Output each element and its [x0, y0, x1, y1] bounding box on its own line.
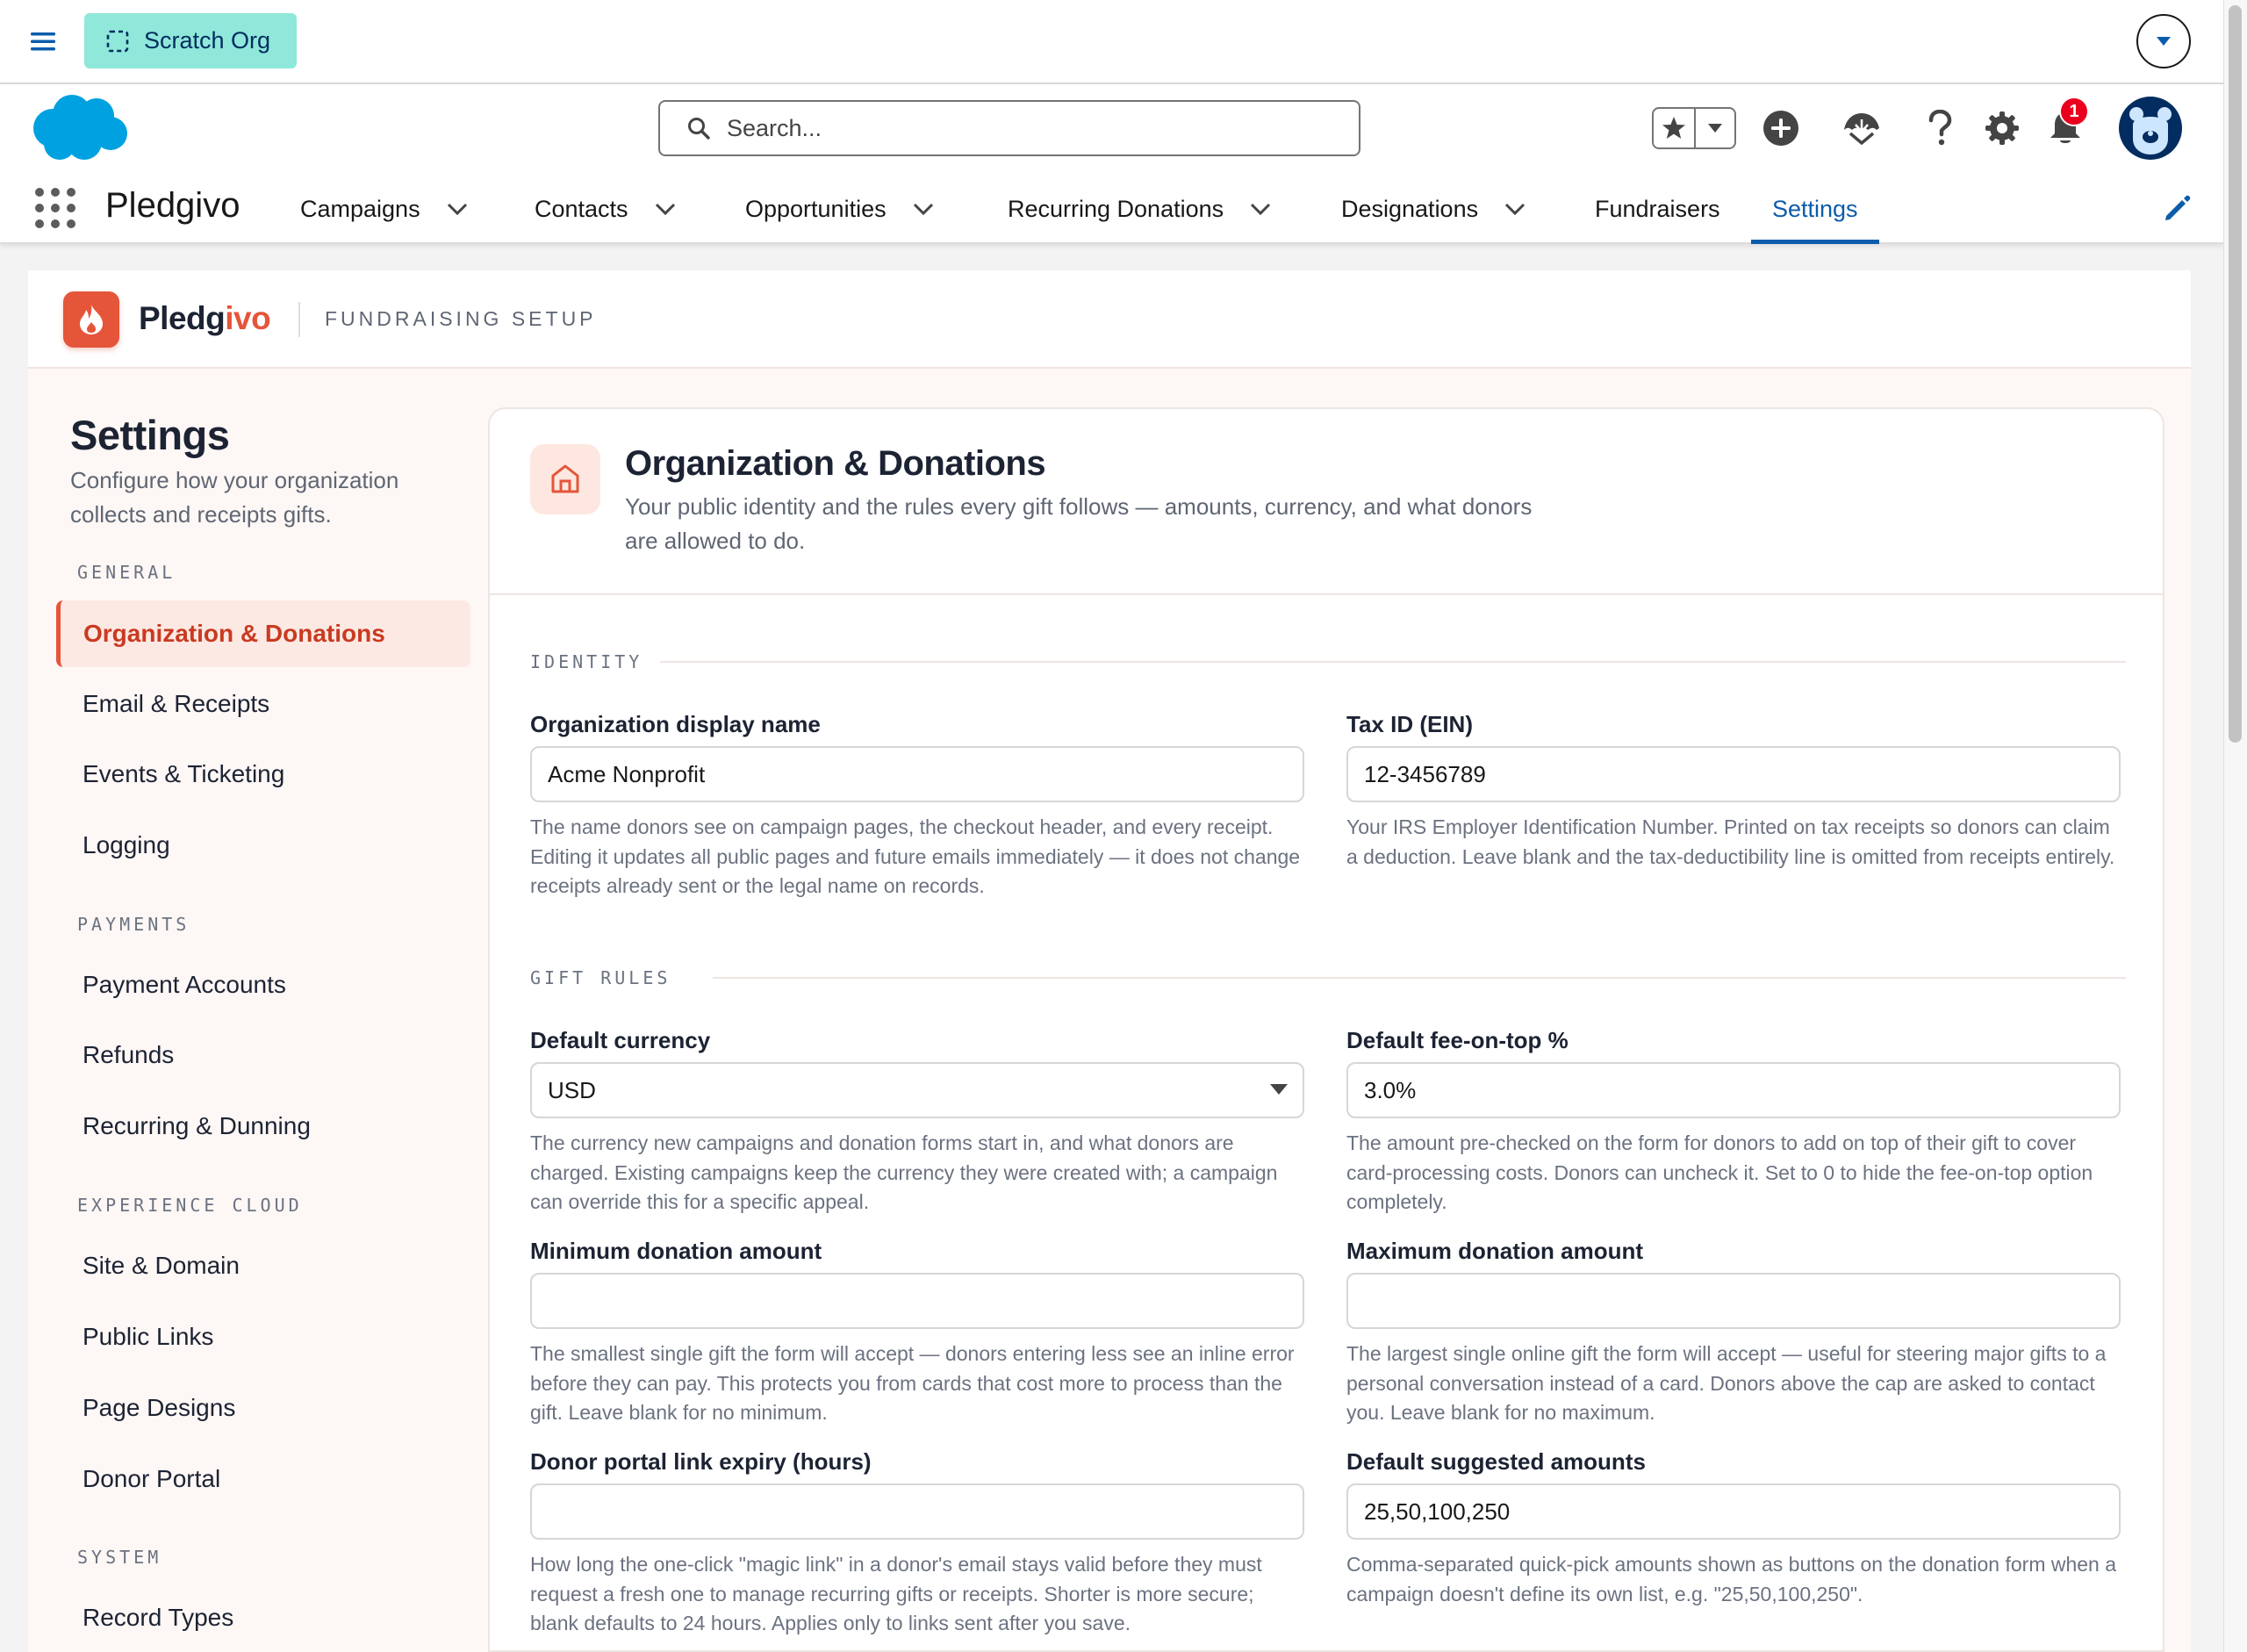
org-display-name-help: The name donors see on campaign pages, the checkout header, and every receipt. Editing it updates all public pages and future emails immediately — it does not change receipts already sent or the legal name on records.: [530, 815, 1301, 897]
nav-tab-fundraisers[interactable]: [1595, 174, 1720, 244]
pledgivo-flame-logo: [63, 291, 119, 348]
sidebar-item-donor-portal[interactable]: Donor Portal: [83, 1465, 221, 1492]
fee-on-top-label: Default fee-on-top %: [1346, 1027, 1569, 1053]
edit-nav-pencil-icon[interactable]: [2161, 193, 2193, 225]
nav-tab-label: Opportunities: [745, 195, 887, 222]
chevron-down-icon[interactable]: [906, 191, 941, 226]
brand-name-part2: ivo: [225, 300, 271, 336]
sidebar-item-refunds[interactable]: Refunds: [83, 1041, 175, 1068]
sidebar-item-site-domain[interactable]: Site & Domain: [83, 1252, 240, 1279]
sidebar-group-general: GENERAL: [77, 562, 176, 583]
global-actions-icon[interactable]: [1758, 105, 1804, 151]
favorites-control[interactable]: [1652, 107, 1736, 149]
portal-link-expiry-input[interactable]: [530, 1483, 1304, 1540]
org-display-name-label: Organization display name: [530, 711, 821, 737]
search-placeholder: Search...: [727, 114, 822, 141]
favorites-star-icon[interactable]: [1654, 109, 1694, 147]
section-divider: [713, 977, 2126, 979]
app-navigation-bar: [0, 174, 2223, 244]
default-currency-select[interactable]: [530, 1062, 1304, 1118]
default-currency-value: USD: [548, 1076, 596, 1103]
portal-link-expiry-help: How long the one-click "magic link" in a donor's email stays valid before they must request a fresh one to manage recurring gifts or receipts. Shorter is more secure; blank defaults to 24 hours. Applies only to links sent after you save.: [530, 1553, 1262, 1634]
scratch-org-button[interactable]: [84, 13, 297, 68]
sidebar-subtitle: Configure how your organization collects and receipts gifts.: [70, 467, 399, 528]
scratch-org-label: Scratch Org: [144, 27, 271, 54]
suggested-amounts-input[interactable]: 25,50,100,250: [1346, 1483, 2121, 1540]
settings-panel: [488, 407, 2164, 1652]
default-currency-help: The currency new campaigns and donation forms start in, and what donors are charged. Existing campaigns keep the currency they were created with; a campaign can override this for a specific appeal.: [530, 1131, 1278, 1213]
nav-tab-campaigns[interactable]: [300, 174, 475, 244]
notification-count-badge: 1: [2059, 97, 2089, 126]
org-display-name-input[interactable]: Acme Nonprofit: [530, 746, 1304, 802]
sidebar-item-events-ticketing[interactable]: Events & Ticketing: [83, 760, 285, 787]
sidebar-group-experience-cloud: EXPERIENCE CLOUD: [77, 1195, 303, 1216]
search-icon: [686, 116, 711, 140]
tax-id-input[interactable]: 12-3456789: [1346, 746, 2121, 802]
sidebar-group-system: SYSTEM: [77, 1547, 162, 1568]
sidebar-item-email-receipts[interactable]: Email & Receipts: [83, 690, 270, 717]
nav-tab-label: Settings: [1772, 195, 1858, 222]
salesforce-logo[interactable]: [26, 91, 130, 165]
tax-id-label: Tax ID (EIN): [1346, 711, 1473, 737]
sidebar-item-recurring-dunning[interactable]: Recurring & Dunning: [83, 1112, 311, 1139]
app-name: Pledgivo: [105, 186, 240, 225]
sidebar-item-public-links[interactable]: Public Links: [83, 1323, 214, 1350]
default-currency-label: Default currency: [530, 1027, 711, 1053]
section-divider: [660, 661, 2126, 663]
brand-subtitle: FUNDRAISING SETUP: [325, 307, 597, 330]
panel-header: [490, 409, 2164, 595]
top-bar: [0, 0, 2223, 84]
global-header: [0, 84, 2223, 174]
favorites-menu-icon[interactable]: [1694, 109, 1734, 147]
sidebar-title: Settings: [70, 412, 230, 458]
suggested-amounts-label: Default suggested amounts: [1346, 1448, 1646, 1475]
section-label-identity: IDENTITY: [530, 651, 643, 672]
sidebar-item-page-designs[interactable]: Page Designs: [83, 1394, 236, 1421]
min-donation-help: The smallest single gift the form will accept — donors entering less see an inline error before they can pay. This protects you from cards that cost more to process than the gift. Leave blank for no minimum.: [530, 1342, 1295, 1424]
storefront-icon: [530, 444, 600, 514]
nav-tab-label: Contacts: [535, 195, 628, 222]
page-scrollbar-thumb[interactable]: [2229, 5, 2242, 743]
section-label-gift-rules: GIFT RULES: [530, 967, 671, 988]
nav-tab-settings[interactable]: [1772, 174, 1858, 244]
help-icon[interactable]: [1917, 105, 1963, 151]
sidebar-item-organization-donations[interactable]: Organization & Donations: [56, 600, 470, 667]
max-donation-label: Maximum donation amount: [1346, 1238, 1643, 1264]
suggested-amounts-help: Comma-separated quick-pick amounts shown as buttons on the donation form when a campaign doesn't define its own list, e.g. "25,50,100,250".: [1346, 1553, 2117, 1605]
nav-tab-label: Designations: [1341, 195, 1479, 222]
portal-link-expiry-label: Donor portal link expiry (hours): [530, 1448, 872, 1475]
nav-tab-opportunities[interactable]: [745, 174, 941, 244]
brand-divider: [298, 302, 300, 337]
panel-title: Organization & Donations: [625, 444, 1046, 483]
tax-id-help: Your IRS Employer Identification Number. Printed on tax receipts so donors can claim a deduction. Leave blank and the tax-deductibility line is omitted from receipts entirely.: [1346, 815, 2115, 868]
content-area: [28, 270, 2191, 1652]
nav-tab-designations[interactable]: [1341, 174, 1533, 244]
caret-down-icon: [1269, 1083, 1289, 1095]
nav-tab-label: Fundraisers: [1595, 195, 1720, 222]
max-donation-help: The largest single online gift the form will accept — useful for steering major gifts to a personal conversation instead of a card. Donors above the cap are asked to contact you. Leave blank for no maximum.: [1346, 1342, 2107, 1424]
fee-on-top-input[interactable]: 3.0%: [1346, 1062, 2121, 1118]
min-donation-input[interactable]: [530, 1273, 1304, 1329]
caret-down-icon: [2155, 35, 2172, 47]
brand-name: [139, 300, 270, 337]
chevron-down-icon[interactable]: [648, 191, 683, 226]
sidebar-item-payment-accounts[interactable]: Payment Accounts: [83, 971, 286, 998]
org-dropdown-button[interactable]: [2136, 14, 2191, 68]
brand-name-part1: Pledg: [139, 300, 226, 336]
brand-bar: [28, 270, 2191, 369]
sidebar-item-logging[interactable]: Logging: [83, 831, 170, 858]
setup-gear-icon[interactable]: [1979, 105, 2025, 151]
chevron-down-icon[interactable]: [1497, 191, 1533, 226]
global-search-input[interactable]: [658, 100, 1360, 156]
chevron-down-icon[interactable]: [440, 191, 475, 226]
user-avatar[interactable]: [2119, 97, 2182, 160]
nav-tab-contacts[interactable]: [535, 174, 683, 244]
menu-icon[interactable]: [28, 26, 58, 56]
chevron-down-icon[interactable]: [1243, 191, 1278, 226]
nav-tab-label: Campaigns: [300, 195, 420, 222]
max-donation-input[interactable]: [1346, 1273, 2121, 1329]
panel-description: Your public identity and the rules every gift follows — amounts, currency, and what donors are allowed to do.: [625, 493, 1533, 554]
fee-on-top-help: The amount pre-checked on the form for donors to add on top of their gift to cover card-processing costs. Donors can uncheck it. Set to 0 to hide the fee-on-top option completely.: [1346, 1131, 2093, 1213]
nav-tab-label: Recurring Donations: [1008, 195, 1224, 222]
nav-tab-recurring-donations[interactable]: [1008, 174, 1278, 244]
trailhead-icon[interactable]: [1839, 105, 1884, 151]
app-launcher-icon[interactable]: [35, 188, 75, 228]
min-donation-label: Minimum donation amount: [530, 1238, 822, 1264]
dashed-square-icon: [105, 29, 130, 54]
sidebar-group-payments: PAYMENTS: [77, 914, 190, 935]
sidebar-item-record-types[interactable]: Record Types: [83, 1604, 234, 1631]
